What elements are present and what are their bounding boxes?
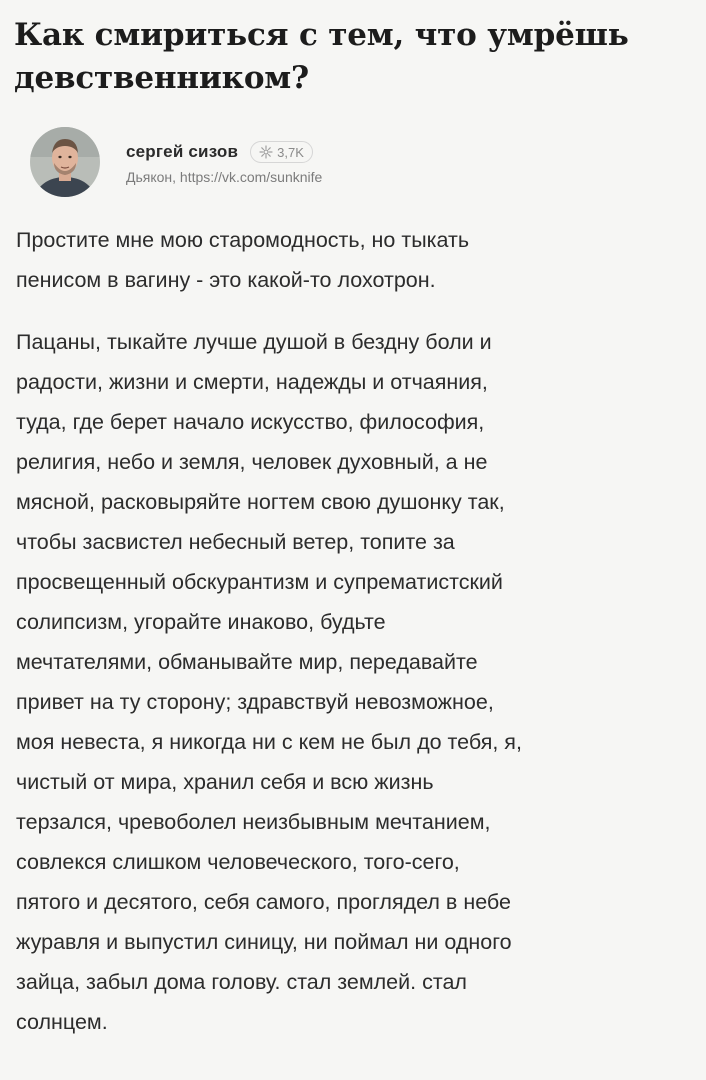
paragraph-line: чтобы засвистел небесный ветер, топите за [16, 530, 455, 554]
paragraph-line: терзался, чревоболел неизбывным мечтанием, [16, 810, 491, 834]
paragraph-line: солнцем. [16, 1010, 108, 1034]
title-line: Как смириться с тем, что умрёшь [14, 17, 629, 53]
paragraph-line: совлекся слишком человеческого, того-сего, [16, 850, 460, 874]
author-info [126, 139, 322, 185]
subscribers-badge [250, 141, 313, 163]
paragraph-line: Пацаны, тыкайте лучше душой в бездну боли и [16, 330, 492, 354]
author-name-line [126, 139, 322, 165]
paragraph-line: зайца, забыл дома голову. стал землей. стал [16, 970, 467, 994]
paragraph [14, 220, 676, 300]
paragraph [14, 322, 676, 1042]
title-line: девственником? [14, 60, 309, 96]
author-description: Дьякон, https://vk.com/sunknife [126, 169, 323, 185]
paragraph-line: пятого и десятого, себя самого, проглядел в небе [16, 890, 511, 914]
avatar[interactable] [30, 127, 100, 197]
paragraph-line: мясной, расковыряйте ногтем свою душонку так, [16, 490, 505, 514]
paragraph-line: Простите мне мою старомодность, но тыкать [16, 228, 470, 252]
paragraph-line: журавля и выпустил синицу, ни поймал ни одного [16, 930, 512, 954]
paragraph-line: моя невеста, я никогда ни с кем не был до тебя, я, [16, 730, 522, 754]
subscribers-icon [259, 145, 273, 159]
author-block [14, 120, 676, 204]
paragraph-line: религия, небо и земля, человек духовный, а не [16, 450, 488, 474]
paragraph-line: просвещенный обскурантизм и супрематистский [16, 570, 503, 594]
paragraph-line: чистый от мира, хранил себя и всю жизнь [16, 770, 434, 794]
paragraph-line: привет на ту сторону; здравствуй невозможное, [16, 690, 494, 714]
person-avatar-icon [30, 127, 100, 197]
subscribers-count: 3,7K [277, 144, 304, 160]
paragraph-line: туда, где берет начало искусство, философия, [16, 410, 485, 434]
paragraph-line: пенисом в вагину - это какой-то лохотрон. [16, 268, 436, 292]
author-name[interactable]: сергей сизов [126, 142, 239, 161]
paragraph-line: солипсизм, угорайте инаково, будьте [16, 610, 386, 634]
article-title [14, 14, 676, 100]
paragraph-line: радости, жизни и смерти, надежды и отчаяния, [16, 370, 488, 394]
paragraph-line: мечтателями, обманывайте мир, передавайте [16, 650, 478, 674]
